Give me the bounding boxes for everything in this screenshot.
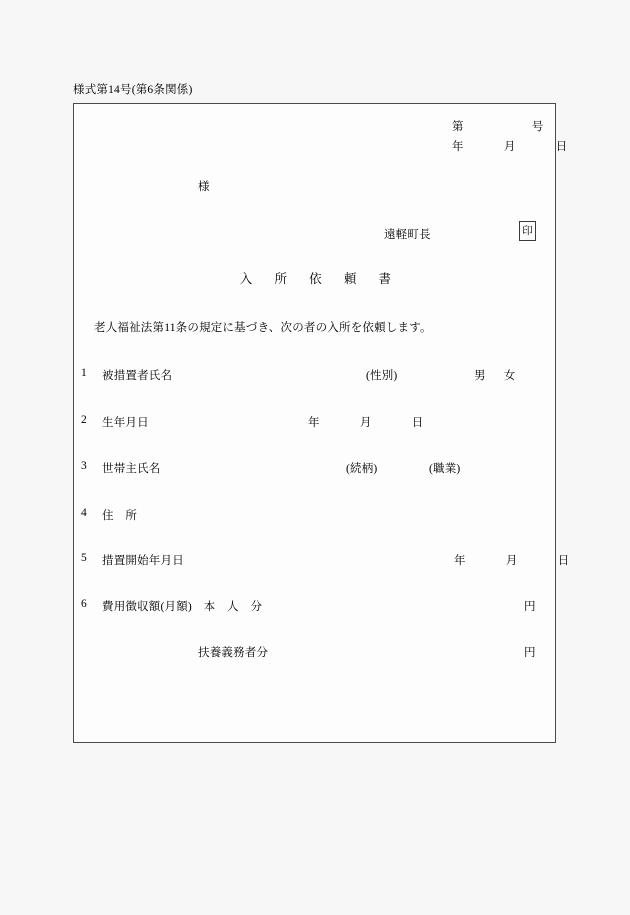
addressee-honorific: 様: [198, 181, 210, 193]
birth-month-label: 月: [359, 417, 372, 429]
form-number-label: 様式第14号(第6条関係): [73, 84, 193, 96]
start-year-label: 年: [454, 555, 466, 567]
item-5-label: 措置開始年月日: [102, 555, 184, 567]
title-char-2: 所: [274, 272, 288, 286]
item-1-number: 1: [81, 367, 87, 379]
item-3-label: 世帯主氏名: [102, 463, 161, 475]
title-char-4: 頼: [343, 272, 357, 286]
document-number-suffix: 号: [531, 121, 544, 133]
form-frame: [73, 103, 570, 743]
item-1-gender-options: [474, 367, 516, 383]
document-title: [74, 269, 557, 287]
item-2-number: 2: [81, 414, 87, 426]
document-number-row: [452, 118, 544, 134]
item-1-gender-label: (性別): [366, 370, 398, 382]
intro-text: 老人福祉法第11条の規定に基づき、次の者の入所を依頼します。: [94, 322, 432, 334]
seal-box: 印: [519, 221, 536, 241]
item-5-date-fields: [454, 552, 569, 568]
gender-female: 女: [503, 370, 516, 382]
start-month-label: 月: [505, 555, 518, 567]
item-4-label: 住 所: [102, 510, 138, 522]
start-day-label: 日: [557, 555, 570, 567]
birth-year-label: 年: [308, 417, 320, 429]
title-char-3: 依: [309, 272, 322, 286]
gender-male: 男: [474, 370, 486, 382]
item-6-sub-unit: 円: [524, 647, 536, 659]
item-4-number: 4: [81, 507, 87, 519]
document-date-row: [452, 138, 567, 154]
item-2-birthdate-fields: [308, 414, 423, 430]
issuer-name: 遠軽町長: [384, 229, 431, 241]
item-6-unit: 円: [524, 601, 536, 613]
title-char-5: 書: [378, 272, 392, 286]
item-1-label: 被措置者氏名: [102, 370, 173, 382]
date-year-label: 年: [452, 141, 464, 153]
item-3-occupation-label: (職業): [429, 463, 461, 475]
item-6-number: 6: [81, 598, 87, 610]
item-6-sub-label: 扶養義務者分: [198, 647, 269, 659]
document-number-prefix: 第: [452, 121, 464, 133]
item-5-number: 5: [81, 552, 87, 564]
date-day-label: 日: [555, 141, 568, 153]
item-3-relation-label: (続柄): [346, 463, 378, 475]
item-3-number: 3: [81, 460, 87, 472]
item-2-label: 生年月日: [102, 417, 149, 429]
birth-day-label: 日: [411, 417, 424, 429]
item-6-label: 費用徴収額(月額) 本 人 分: [102, 601, 263, 613]
title-char-1: 入: [239, 272, 253, 286]
date-month-label: 月: [503, 141, 516, 153]
